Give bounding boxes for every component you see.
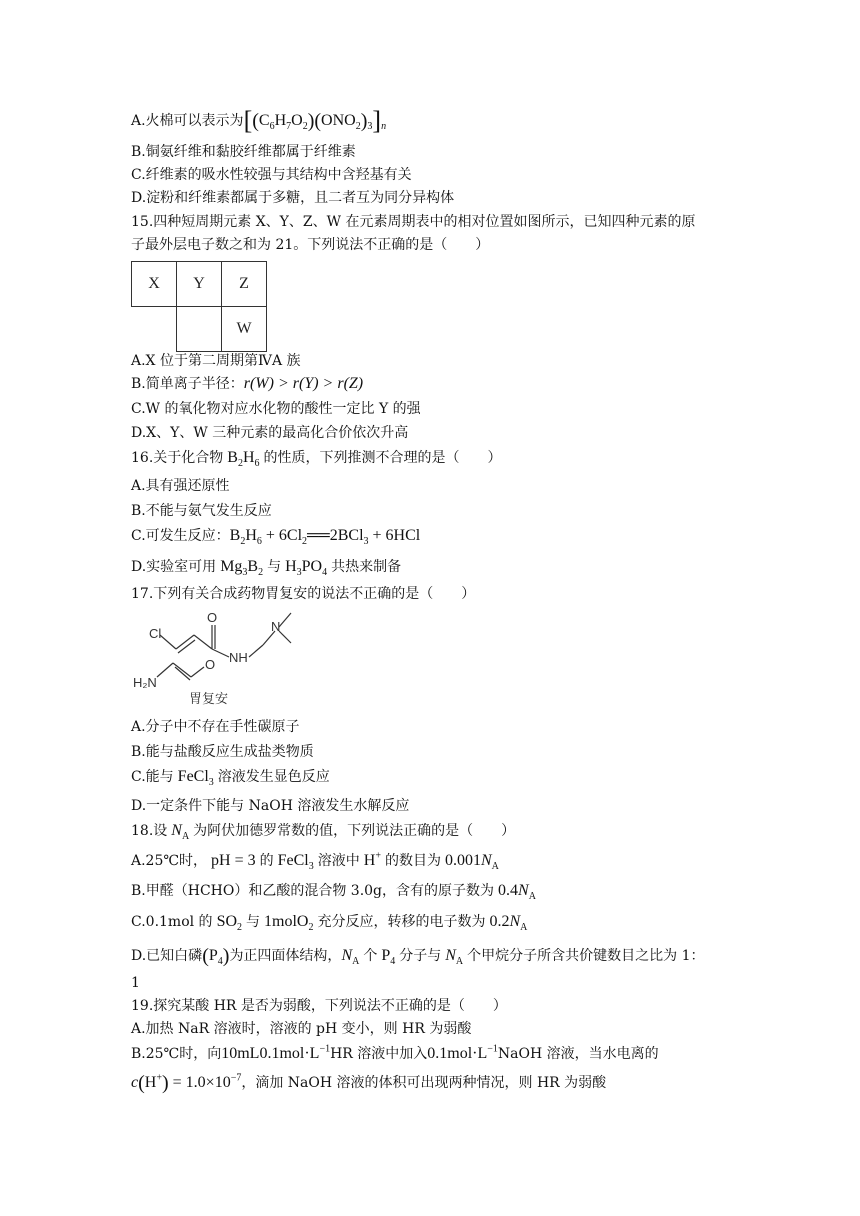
metoclopramide-structure [131, 607, 311, 709]
carbonyl-oxygen-label: O [207, 610, 218, 625]
q18-option-a: A.25℃时， pH = 3 的 FeCl$_3$ 溶液中 H+ 的数目为 $0.001N_A$ [131, 850, 499, 873]
nitrocellulose-formula: $[(C_6H_7O_2)(ONO_2)_3]_n$ [243, 106, 387, 135]
q19-option-a: A.加热 NaR 溶液时，溶液的 pH 变小，则 HR 为弱酸 [131, 1021, 472, 1037]
q19-stem: 19.探究某酸 HR 是否为弱酸，下列说法不正确的是（ ） [131, 998, 507, 1014]
q15-option-a: A.X 位于第二周期第ⅣA 族 [131, 353, 301, 369]
q18-option-c: C.0.1mol 的 $SO_2$ 与 1molO$_2$ 充分反应，转移的电子数为 $0.2N_A$ [131, 913, 528, 934]
q17-option-a: A.分子中不存在手性碳原子 [131, 719, 300, 735]
q16-option-d: D.实验室可用 $Mg_3B_2$ 与 $H_3PO_4$ 共热来制备 [131, 558, 402, 579]
ether-oxygen-label: O [205, 657, 216, 672]
q19-option-b: B.25℃时，向$10mL0.1mol\cdot L^{-1}HR$ 溶液中加入$0.1mol\cdot L^{-1}NaOH$ 溶液，当水电离的 [131, 1043, 659, 1062]
molecule-caption: 胃复安 [189, 691, 229, 706]
q16-option-b: B.不能与氨气发生反应 [131, 503, 272, 519]
q16-option-c: C.可发生反应：$B_2H_6$ + $6Cl_2══2BCl_3 + 6HCl$ [131, 527, 421, 548]
amino-group-label: H₂N [133, 675, 157, 690]
q14-option-d: D.淀粉和纤维素都属于多糖，且二者互为同分异构体 [131, 190, 455, 206]
q15-option-b: B.简单离子半径：r(W) > r(Y) > r(Z) [131, 375, 364, 392]
q15-option-d: D.X、Y、W 三种元素的最高化合价依次升高 [131, 425, 409, 441]
cell-y: Y [177, 262, 222, 307]
q17-option-b: B.能与盐酸反应生成盐类物质 [131, 744, 314, 760]
cell-z: Z [222, 262, 267, 307]
q18-stem: 18.设 $N_A$ 为阿伏加德罗常数的值，下列说法正确的是（ ） [131, 822, 516, 843]
amide-nh-label: NH [229, 650, 248, 665]
chlorine-label: Cl [149, 626, 162, 641]
cell-w: W [222, 307, 267, 352]
q18-option-d-line2: 1 [131, 975, 140, 991]
amine-nitrogen-label: N [271, 619, 281, 634]
cell-x: X [132, 262, 177, 307]
q15-stem-line2: 子最外层电子数之和为 21。下列说法不正确的是（ ） [131, 237, 490, 253]
q15-stem-line1: 15.四种短周期元素 X、Y、Z、W 在元素周期表中的相对位置如图所示，已知四种元素的原 [131, 214, 696, 230]
q17-option-c: C.能与 FeCl$_3$ 溶液发生显色反应 [131, 768, 330, 789]
q16-stem: 16.关于化合物 $B_2H_6$ 的性质，下列推测不合理的是（ ） [131, 449, 502, 470]
q14-option-b: B.铜氨纤维和黏胶纤维都属于纤维素 [131, 144, 356, 160]
q15-option-c: C.W 的氧化物对应水化物的酸性一定比 Y 的强 [131, 401, 421, 417]
periodic-table-fragment [131, 261, 267, 352]
q14-option-a: A.火棉可以表示为$[(C_6H_7O_2)(ONO_2)_3]_n$ [131, 106, 387, 135]
q16-option-a: A.具有强还原性 [131, 478, 230, 494]
cell-empty [132, 307, 177, 352]
q19-option-b-line2: $c(H^+) = 1.0\times 10^{-7}$，滴加 NaOH 溶液的体积可出现两种情况，则 HR 为弱酸 [131, 1072, 607, 1094]
q18-option-d: D.已知白磷$(P_4)$为正四面体结构，$N_A$ 个 $P_4$ 分子与 $N_A$ 个甲烷分子所含共价键数目之比为 1： [131, 945, 705, 968]
q14-option-c: C.纤维素的吸水性较强与其结构中含羟基有关 [131, 167, 412, 183]
q18-option-b: B.甲醛（HCHO）和乙酸的混合物 3.0g，含有的原子数为 $0.4N_A$ [131, 882, 536, 903]
cell-blank [177, 307, 222, 352]
q17-stem: 17.下列有关合成药物胃复安的说法不正确的是（ ） [131, 586, 476, 602]
q17-option-d: D.一定条件下能与 NaOH 溶液发生水解反应 [131, 798, 410, 814]
